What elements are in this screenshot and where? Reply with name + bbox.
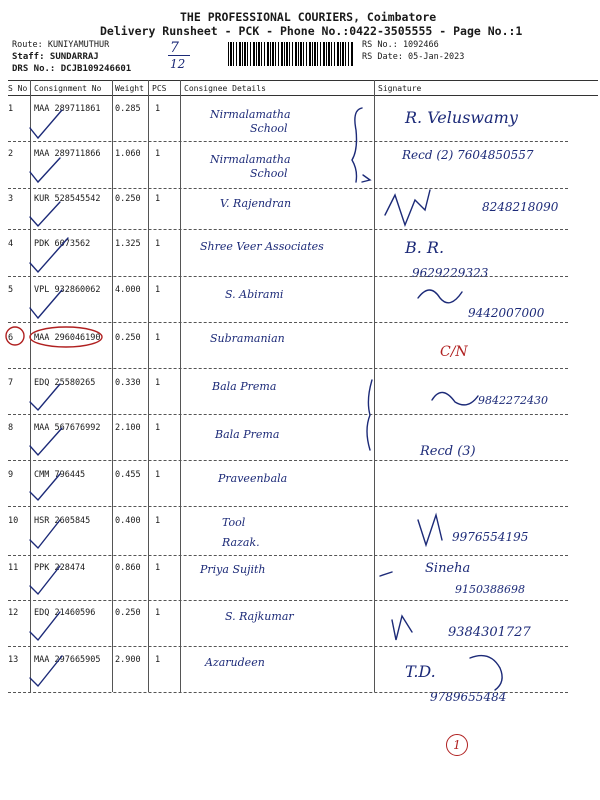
row-signature: 9842272430 — [478, 394, 548, 407]
row-consignment: VPL 932860062 — [34, 285, 101, 295]
row-sno: 1 — [8, 104, 14, 114]
row-sno: 13 — [8, 655, 19, 665]
row-consignee: Tool — [222, 516, 246, 529]
row-consignee: Priya Sujith — [200, 563, 266, 576]
tick-mark — [30, 158, 60, 182]
row-sno: 11 — [8, 563, 19, 573]
row-consignee: Subramanian — [210, 332, 285, 345]
bracket — [352, 108, 362, 182]
row-sno: 5 — [8, 285, 14, 295]
row-sno: 2 — [8, 149, 14, 159]
row-pcs: 1 — [155, 608, 161, 618]
row-pcs: 1 — [155, 239, 161, 249]
row-weight: 1.325 — [115, 239, 141, 249]
row-weight: 0.250 — [115, 333, 141, 343]
row-weight: 0.250 — [115, 608, 141, 618]
row-sno: 12 — [8, 608, 19, 618]
signature-scribble — [432, 392, 478, 404]
col-sno: S No — [8, 84, 28, 93]
row-pcs: 1 — [155, 149, 161, 159]
row-sno: 3 — [8, 194, 14, 204]
row-weight: 0.285 — [115, 104, 141, 114]
row-weight: 4.000 — [115, 285, 141, 295]
row-consignment: MAA 296046190 — [34, 333, 101, 343]
row-sno: 8 — [8, 423, 14, 433]
row-sno: 7 — [8, 378, 14, 388]
row-consignment: EDQ 25580265 — [34, 378, 96, 388]
rs-number: RS No.: 1092466 — [362, 40, 439, 50]
row-consignment: HSR 2605845 — [34, 516, 91, 526]
row-pcs: 1 — [155, 516, 161, 526]
col-signature: Signature — [378, 84, 422, 93]
row-consignment: PDK 6073562 — [34, 239, 91, 249]
signature-scribble — [380, 572, 392, 576]
col-consignee: Consignee Details — [184, 84, 266, 93]
fraction-top: 7 — [170, 40, 179, 56]
row-sno: 9 — [8, 470, 14, 480]
row-weight: 2.900 — [115, 655, 141, 665]
row-consignee: Nirmalamatha — [210, 153, 291, 166]
row-weight: 2.100 — [115, 423, 141, 433]
row-consignment: PPK 228474 — [34, 563, 86, 573]
tick-mark — [30, 520, 60, 548]
tick-mark — [30, 202, 60, 226]
route-label: Route: KUNIYAMUTHUR — [12, 40, 110, 50]
row-sno: 4 — [8, 239, 14, 249]
tick-mark — [30, 474, 60, 500]
row-consignee: Bala Prema — [215, 428, 280, 441]
row-consignment: CMM 796445 — [34, 470, 86, 480]
row-signature-phone: 9629229323 — [412, 266, 489, 280]
row-pcs: 1 — [155, 423, 161, 433]
signature-scribble — [418, 290, 462, 303]
row-weight: 1.060 — [115, 149, 141, 159]
row-weight: 0.250 — [115, 194, 141, 204]
row-signature: Recd (2) 7604850557 — [402, 148, 534, 162]
row-consignee-line2: Razak. — [222, 536, 260, 549]
row-consignee: Azarudeen — [205, 656, 265, 669]
tick-mark — [30, 290, 62, 318]
rs-date: RS Date: 05-Jan-2023 — [362, 52, 465, 62]
row-signature: 9976554195 — [452, 530, 529, 544]
row-consignee-line2: School — [250, 122, 288, 135]
row-signature: Sineha — [425, 561, 471, 576]
tick-mark — [30, 656, 62, 686]
signature-scribble — [392, 616, 412, 640]
row-weight: 0.400 — [115, 516, 141, 526]
row-pcs: 1 — [155, 194, 161, 204]
row-weight: 0.860 — [115, 563, 141, 573]
row-signature: B. R. — [405, 238, 445, 257]
row-consignment: MAA 297665905 — [34, 655, 101, 665]
row-consignment: EDQ 21460596 — [34, 608, 96, 618]
fraction-bottom: 12 — [170, 57, 186, 71]
signature-scribble — [385, 190, 430, 225]
signature-scribble — [470, 656, 502, 690]
row-signature: 9384301727 — [448, 625, 531, 640]
bracket — [362, 175, 370, 182]
row-signature: T.D. — [405, 662, 436, 681]
row-weight: 0.455 — [115, 470, 141, 480]
row-signature-phone: 9150388698 — [455, 583, 525, 596]
row-pcs: 1 — [155, 285, 161, 295]
col-pcs: PCS — [152, 84, 167, 93]
row-pcs: 1 — [155, 333, 161, 343]
row-pcs: 1 — [155, 470, 161, 480]
row-consignee: Shree Veer Associates — [200, 240, 324, 253]
row-consignee: V. Rajendran — [220, 197, 292, 210]
row-consignee: Praveenbala — [218, 472, 288, 485]
row-pcs: 1 — [155, 655, 161, 665]
staff-label: Staff: SUNDARRAJ — [12, 52, 99, 62]
row-consignment: MAA 289711861 — [34, 104, 101, 114]
row-consignment: KUR 528545542 — [34, 194, 101, 204]
tick-mark — [30, 428, 62, 455]
tick-mark — [30, 110, 62, 138]
row-pcs: 1 — [155, 104, 161, 114]
row-consignment: MAA 289711866 — [34, 149, 101, 159]
bracket — [367, 380, 372, 450]
row-signature: R. Veluswamy — [405, 108, 518, 127]
row-consignee: S. Abirami — [225, 288, 284, 301]
row-consignee: S. Rajkumar — [225, 610, 294, 623]
row-consignment: MAA 567676992 — [34, 423, 101, 433]
row-signature-note: C/N — [440, 344, 468, 360]
col-consignment: Consignment No — [34, 84, 102, 93]
row-signature-phone: 9789655484 — [430, 690, 507, 704]
row-sno: 10 — [8, 516, 19, 526]
tick-mark — [30, 566, 60, 594]
drs-number: DRS No.: DCJB109246601 — [12, 64, 132, 74]
courier-title: THE PROFESSIONAL COURIERS, Coimbatore — [180, 10, 437, 24]
tick-mark — [30, 384, 60, 410]
row-consignee: Nirmalamatha — [210, 108, 291, 121]
tick-mark — [30, 612, 60, 640]
runsheet-subtitle: Delivery Runsheet - PCK - Phone No.:0422-3505555 - Page No.:1 — [100, 24, 523, 38]
row-consignee-line2: School — [250, 167, 288, 180]
row-signature: 8248218090 — [482, 200, 559, 214]
row-pcs: 1 — [155, 378, 161, 388]
signature-scribble — [418, 515, 442, 545]
row-sno: 6 — [8, 333, 14, 343]
row-consignee: Bala Prema — [212, 380, 277, 393]
row-signature: 9442007000 — [468, 306, 545, 320]
red-circle-sno — [6, 327, 24, 345]
page-count-mark: 1 — [446, 734, 468, 756]
col-weight: Weight — [115, 84, 144, 93]
red-circle-consignment — [30, 327, 102, 347]
tick-mark — [30, 238, 68, 272]
row-pcs: 1 — [155, 563, 161, 573]
row-signature: Recd (3) — [420, 444, 476, 459]
row-weight: 0.330 — [115, 378, 141, 388]
